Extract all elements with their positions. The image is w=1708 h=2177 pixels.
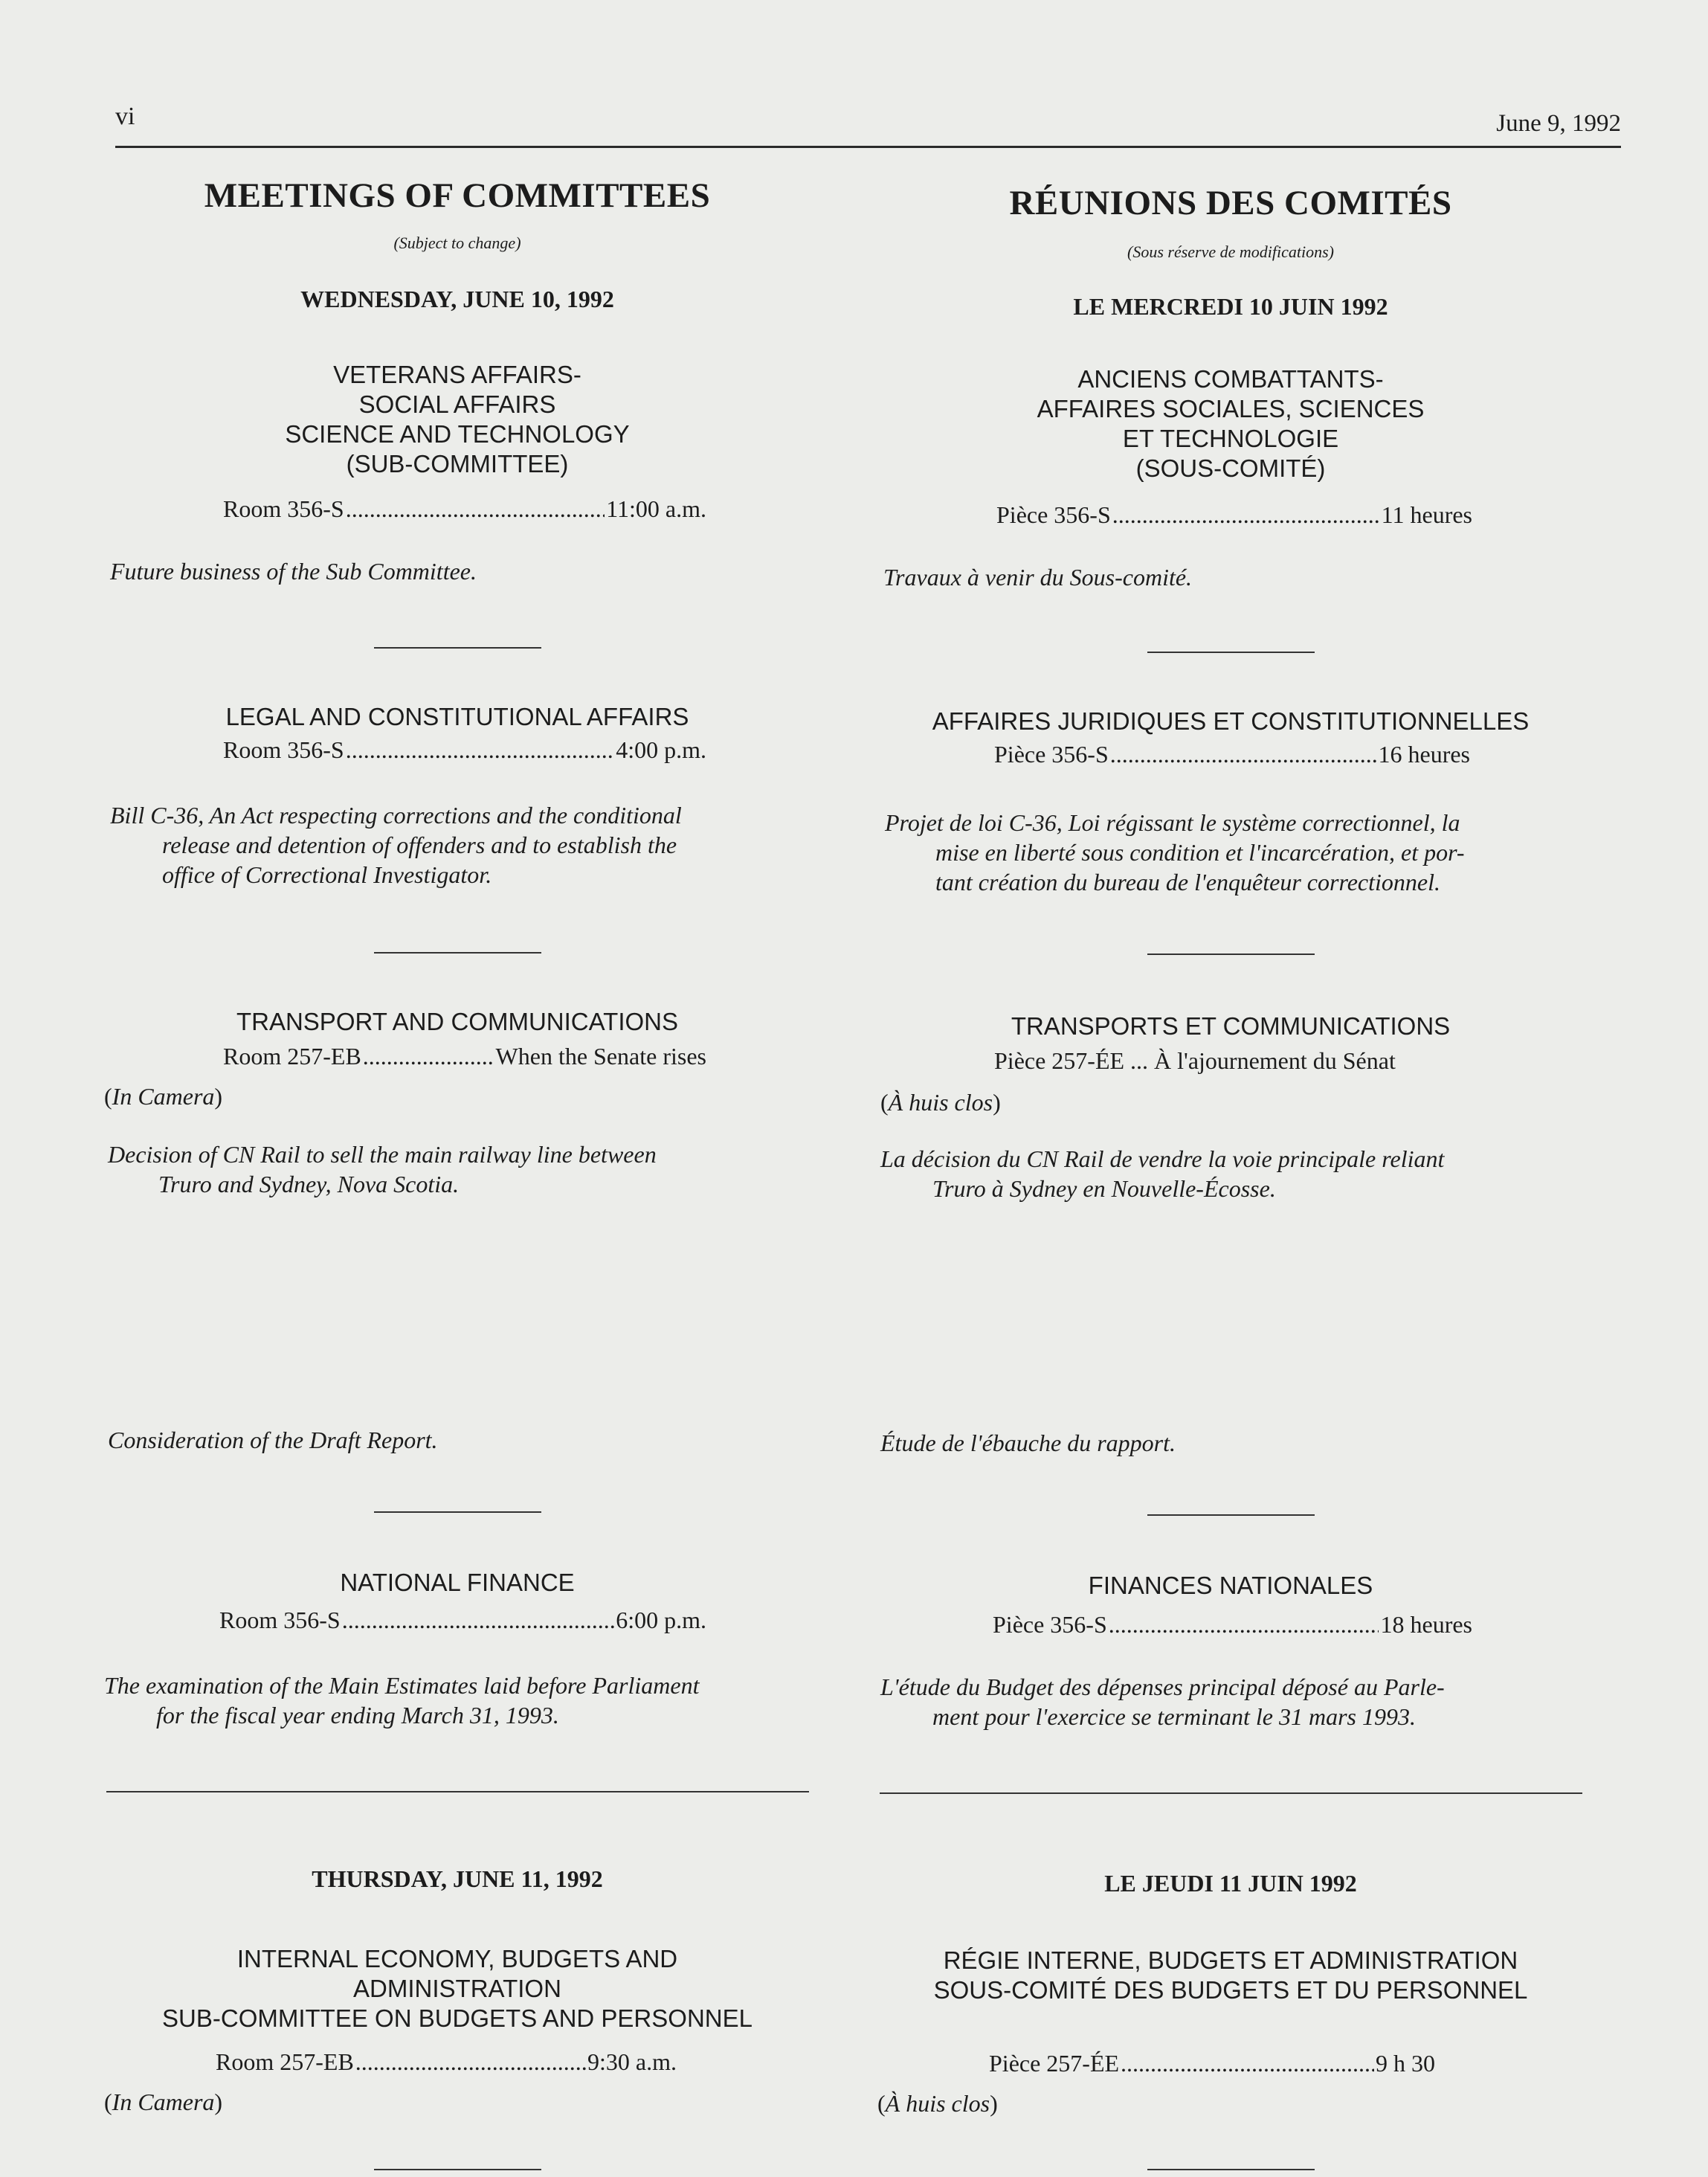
page-header <box>115 103 1621 148</box>
day-heading: LE JEUDI 11 JUIN 1992 <box>1104 1870 1357 1897</box>
in-camera-note: (In Camera) <box>104 1083 223 1110</box>
meeting-description: The examination of the Main Estimates laid before Parliament for the fiscal year ending March 31, 1993. <box>104 1672 700 1729</box>
meeting-room-time: Pièce 356-S ..... 16 heures <box>994 741 1470 768</box>
page-date: June 9, 1992 <box>1496 110 1621 137</box>
committee-name: NATIONAL FINANCE <box>340 1569 575 1596</box>
committee-name: FINANCES NATIONALES <box>1088 1572 1373 1599</box>
section-title: MEETINGS OF COMMITTEES <box>204 176 711 215</box>
committee-name: VETERANS AFFAIRS- SOCIAL AFFAIRS SCIENCE AND TECHNOLOGY (SUB-COMMITTEE) <box>285 361 630 477</box>
committee-name: TRANSPORT AND COMMUNICATIONS <box>236 1008 679 1035</box>
meeting-room-time: Room 356-S ..... 6:00 p.m. <box>219 1607 706 1634</box>
section-divider <box>104 1791 811 1792</box>
day-heading: WEDNESDAY, JUNE 10, 1992 <box>300 286 614 312</box>
separator <box>877 652 1584 653</box>
separator <box>104 647 811 649</box>
committee-name: INTERNAL ECONOMY, BUDGETS AND ADMINISTRATION SUB-COMMITTEE ON BUDGETS AND PERSONNEL <box>162 1945 753 2032</box>
meeting-room-time: Pièce 356-S ..... 11 heures <box>996 501 1472 529</box>
section-subtitle: (Subject to change) <box>393 234 521 252</box>
meeting-description: La décision du CN Rail de vendre la voie principale reliant Truro à Sydney en Nouvelle-Écosse. <box>880 1145 1445 1202</box>
section-title: RÉUNIONS DES COMITÉS <box>1009 184 1452 222</box>
section-divider <box>877 1792 1584 1794</box>
in-camera-note: (In Camera) <box>104 2088 223 2115</box>
meeting-room-time: Room 257-EB ..... When the Senate rises <box>223 1043 706 1070</box>
separator <box>877 954 1584 955</box>
separator <box>104 1511 811 1513</box>
separator <box>104 952 811 954</box>
meeting-room-time: Room 356-S ..... 11:00 a.m. <box>223 495 706 523</box>
meeting-room-time: Room 356-S ..... 4:00 p.m. <box>223 736 706 764</box>
in-camera-note: (À huis clos) <box>880 1089 1001 1116</box>
meeting-description-2: Consideration of the Draft Report. <box>108 1427 438 1453</box>
meeting-room-time: Pièce 257-ÉE ..... 9 h 30 <box>989 2050 1435 2077</box>
separator <box>877 1514 1584 1516</box>
meeting-description: Bill C-36, An Act respecting corrections and the conditional release and detention of offenders and to establish the office of Correctional Investigator. <box>110 802 682 888</box>
committee-name: TRANSPORTS ET COMMUNICATIONS <box>1011 1012 1451 1040</box>
page-number: vi <box>115 103 135 130</box>
committee-name: RÉGIE INTERNE, BUDGETS ET ADMINISTRATION SOUS-COMITÉ DES BUDGETS ET DU PERSONNEL <box>933 1946 1528 2004</box>
meeting-description-2: Étude de l'ébauche du rapport. <box>880 1430 1176 1456</box>
meeting-description: Decision of CN Rail to sell the main railway line between Truro and Sydney, Nova Scotia. <box>108 1141 657 1197</box>
meeting-room-time: Room 257-EB ..... 9:30 a.m. <box>216 2048 677 2076</box>
separator <box>877 2169 1584 2170</box>
meeting-description: Projet de loi C-36, Loi régissant le système correctionnel, la mise en liberté sous condition et l'incarcération, et por- tant création du bureau de l'enquêteur correctionnel. <box>885 809 1465 895</box>
meeting-description: Travaux à venir du Sous-comité. <box>883 564 1193 591</box>
meeting-description: L'étude du Budget des dépenses principal déposé au Parle- ment pour l'exercice se terminant le 31 mars 1993. <box>880 1673 1445 1730</box>
committee-name: AFFAIRES JURIDIQUES ET CONSTITUTIONNELLES <box>932 707 1530 735</box>
committee-name: ANCIENS COMBATTANTS- AFFAIRES SOCIALES, SCIENCES ET TECHNOLOGIE (SOUS-COMITÉ) <box>1037 365 1425 482</box>
meeting-description: Future business of the Sub Committee. <box>110 558 477 585</box>
day-heading: LE MERCREDI 10 JUIN 1992 <box>1073 293 1388 320</box>
in-camera-note: (À huis clos) <box>877 2090 998 2117</box>
committee-name: LEGAL AND CONSTITUTIONAL AFFAIRS <box>225 703 689 730</box>
day-heading: THURSDAY, JUNE 11, 1992 <box>312 1865 603 1892</box>
meeting-room-time: Pièce 257-ÉE ... À l'ajournement du Sénat <box>994 1047 1396 1074</box>
section-subtitle: (Sous réserve de modifications) <box>1127 242 1334 261</box>
separator <box>104 2169 811 2170</box>
meeting-room-time: Pièce 356-S ..... 18 heures <box>993 1611 1472 1639</box>
